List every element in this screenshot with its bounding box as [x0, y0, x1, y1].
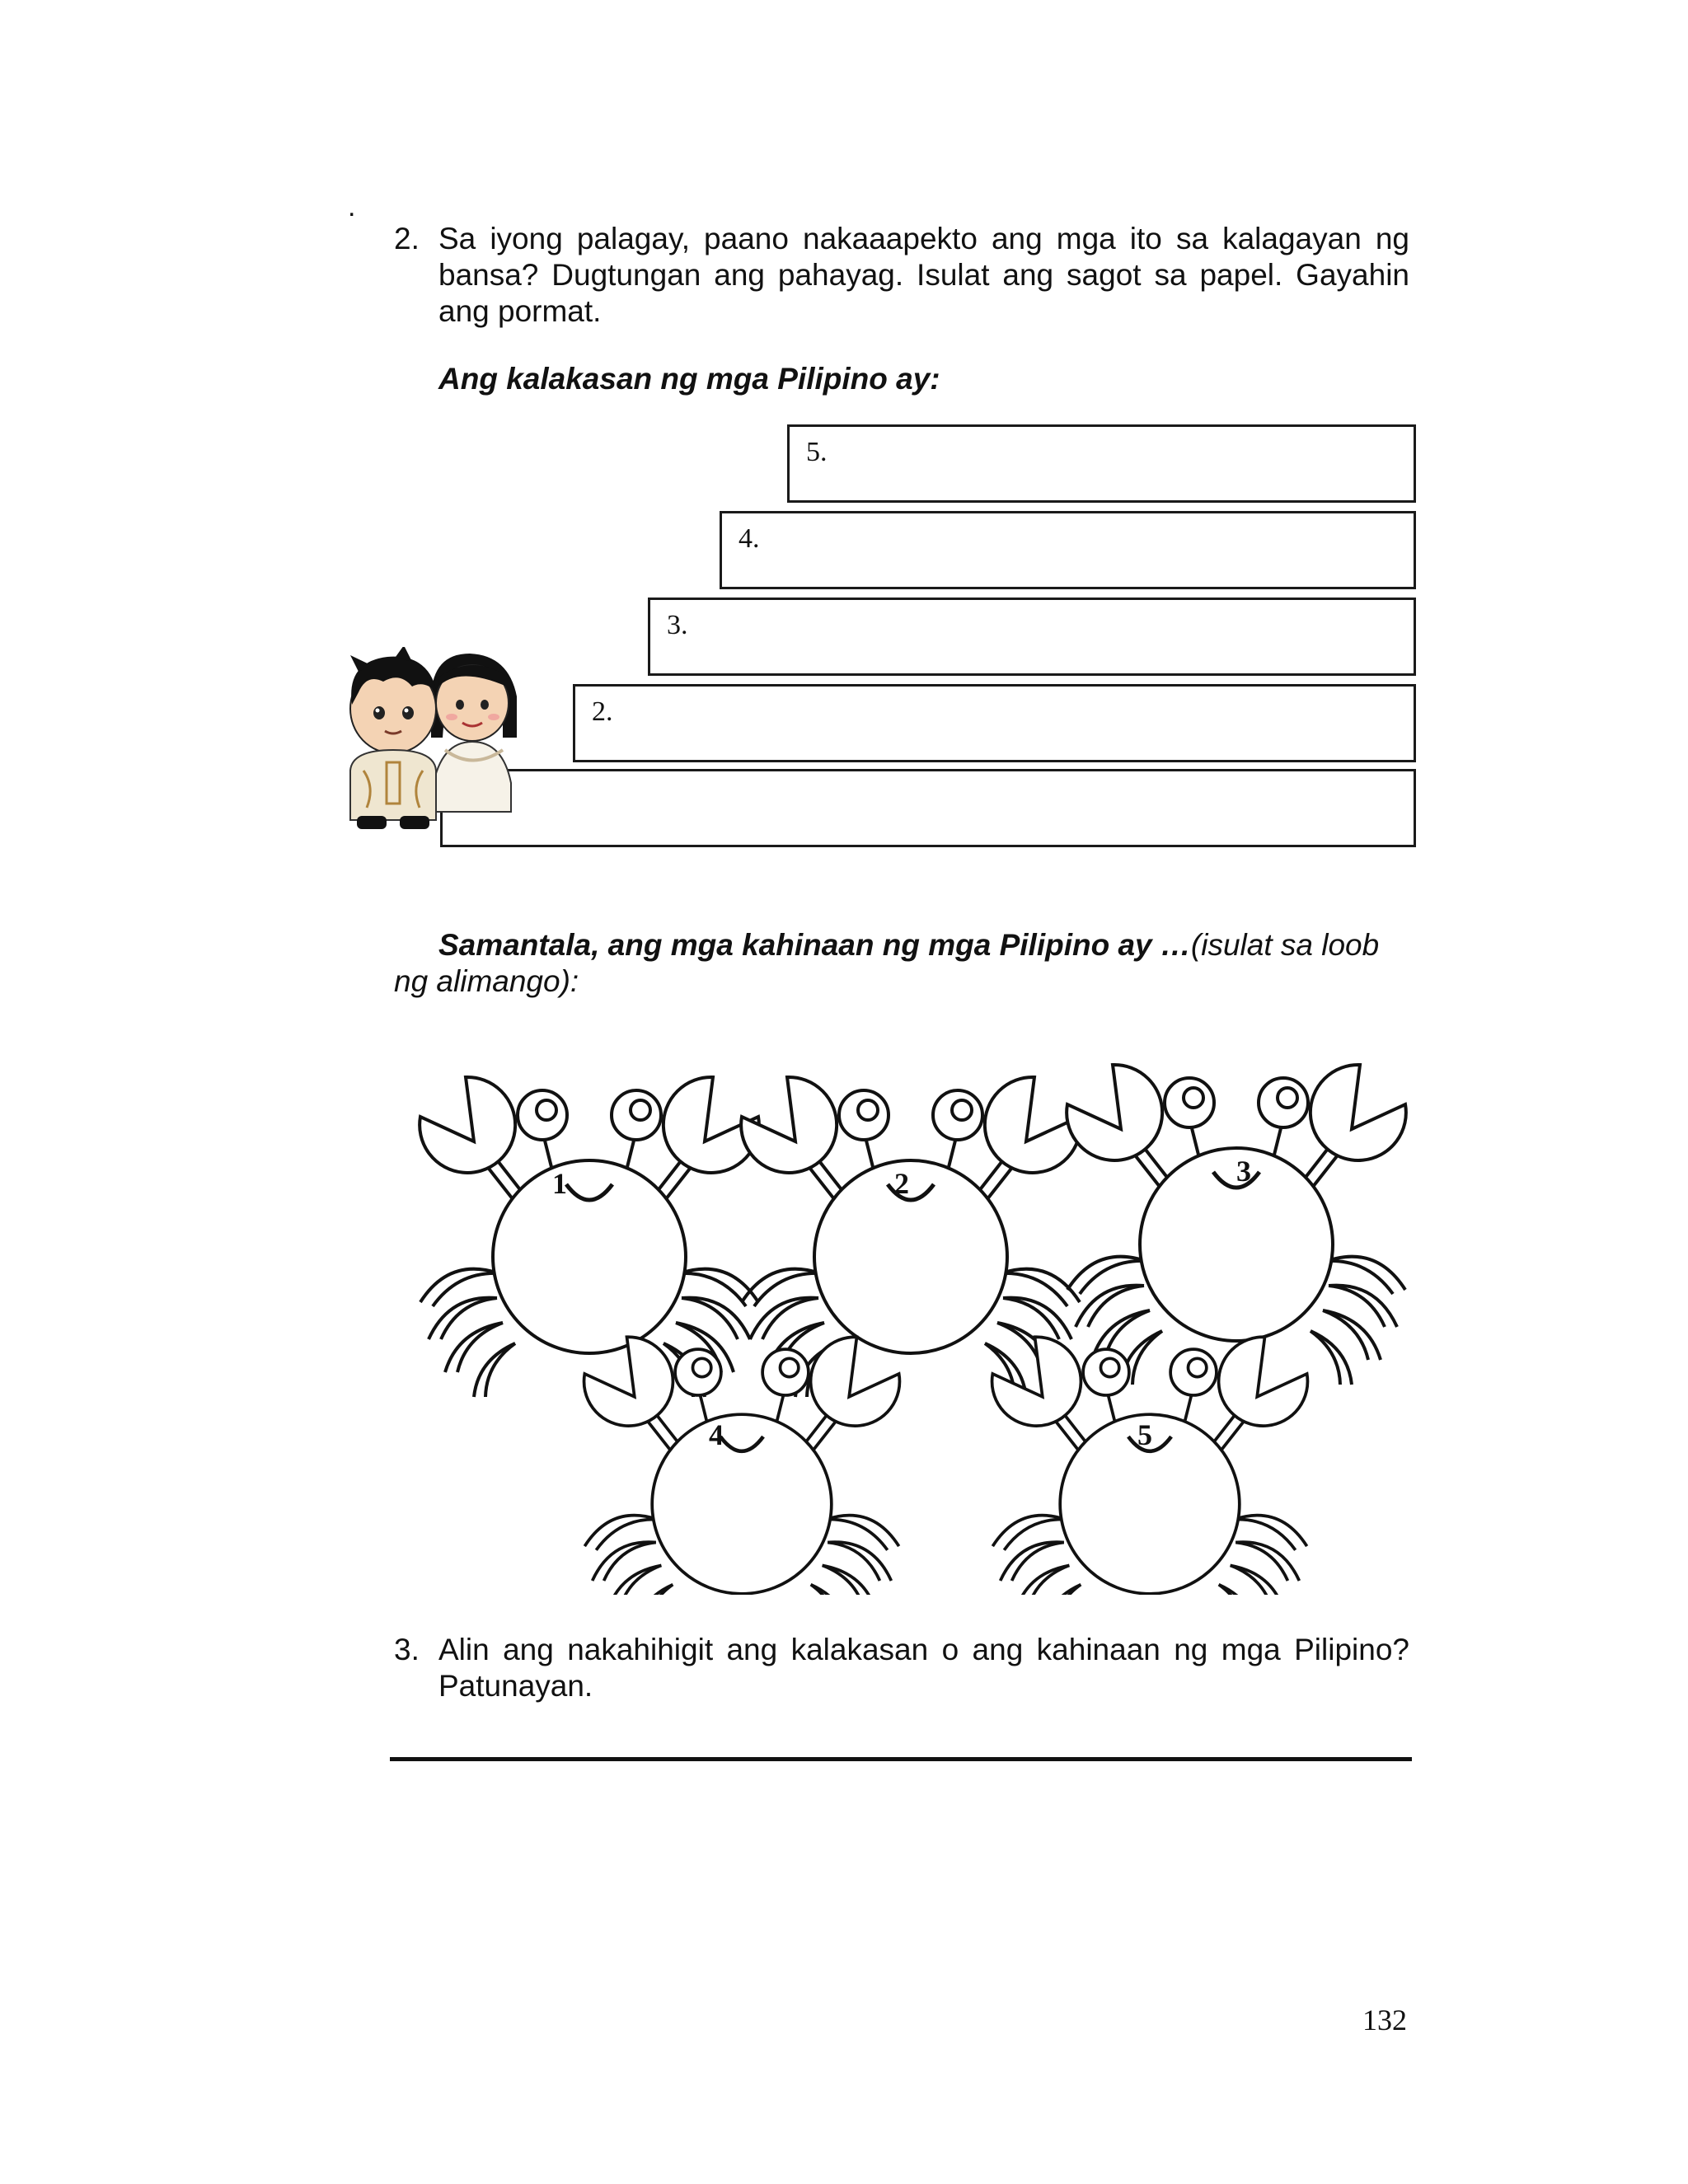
strength-box-label: 2. [592, 696, 613, 727]
strength-box-1[interactable] [440, 769, 1416, 847]
page-number: 132 [1362, 2004, 1407, 2036]
kids-illustration [334, 647, 532, 832]
answer-line[interactable] [390, 1757, 1412, 1761]
weaknesses-heading [394, 927, 1416, 1000]
crab-number-1: 1 [552, 1167, 567, 1200]
stray-mark: . [348, 191, 356, 223]
crab-3 [1067, 1065, 1406, 1385]
weaknesses-heading-instruction: (isulat sa loob ng alimango): [394, 928, 1380, 998]
boy-figure [350, 647, 437, 829]
crab-number-3: 3 [1236, 1155, 1251, 1188]
strength-box-2[interactable] [573, 684, 1416, 762]
crab-5 [992, 1337, 1308, 1595]
crab-number-5: 5 [1137, 1418, 1152, 1451]
strength-box-5[interactable] [787, 424, 1416, 503]
strength-box-3[interactable] [648, 598, 1416, 676]
crab-1 [420, 1077, 759, 1397]
strengths-heading: Ang kalakasan ng mga Pilipino ay: [438, 362, 940, 396]
crabs-illustration [379, 1034, 1451, 1595]
girl-figure [431, 654, 517, 812]
crab-number-2: 2 [894, 1167, 909, 1200]
strength-box-label: 4. [738, 523, 760, 554]
weaknesses-heading-bold: Samantala, ang mga kahinaan ng mga Pilipino ay … [438, 928, 1191, 962]
strength-box-label: 3. [667, 610, 688, 640]
question-2-text: Sa iyong palagay, paano nakaaapekto ang mga ito sa kalagayan ng bansa? Dugtungan ang pahayag. Isulat ang sagot sa papel. Gayahin ang pormat. [438, 222, 1409, 328]
question-3-text: Alin ang nakahihigit ang kalakasan o ang kahinaan ng mga Pilipino? Patunayan. [438, 1633, 1409, 1703]
strength-box-4[interactable] [720, 511, 1416, 589]
strength-box-label: 5. [806, 437, 828, 467]
question-2-number: 2. [394, 222, 420, 255]
crab-number-4: 4 [709, 1418, 724, 1451]
question-3-number: 3. [394, 1633, 420, 1666]
crab-4 [584, 1337, 900, 1595]
